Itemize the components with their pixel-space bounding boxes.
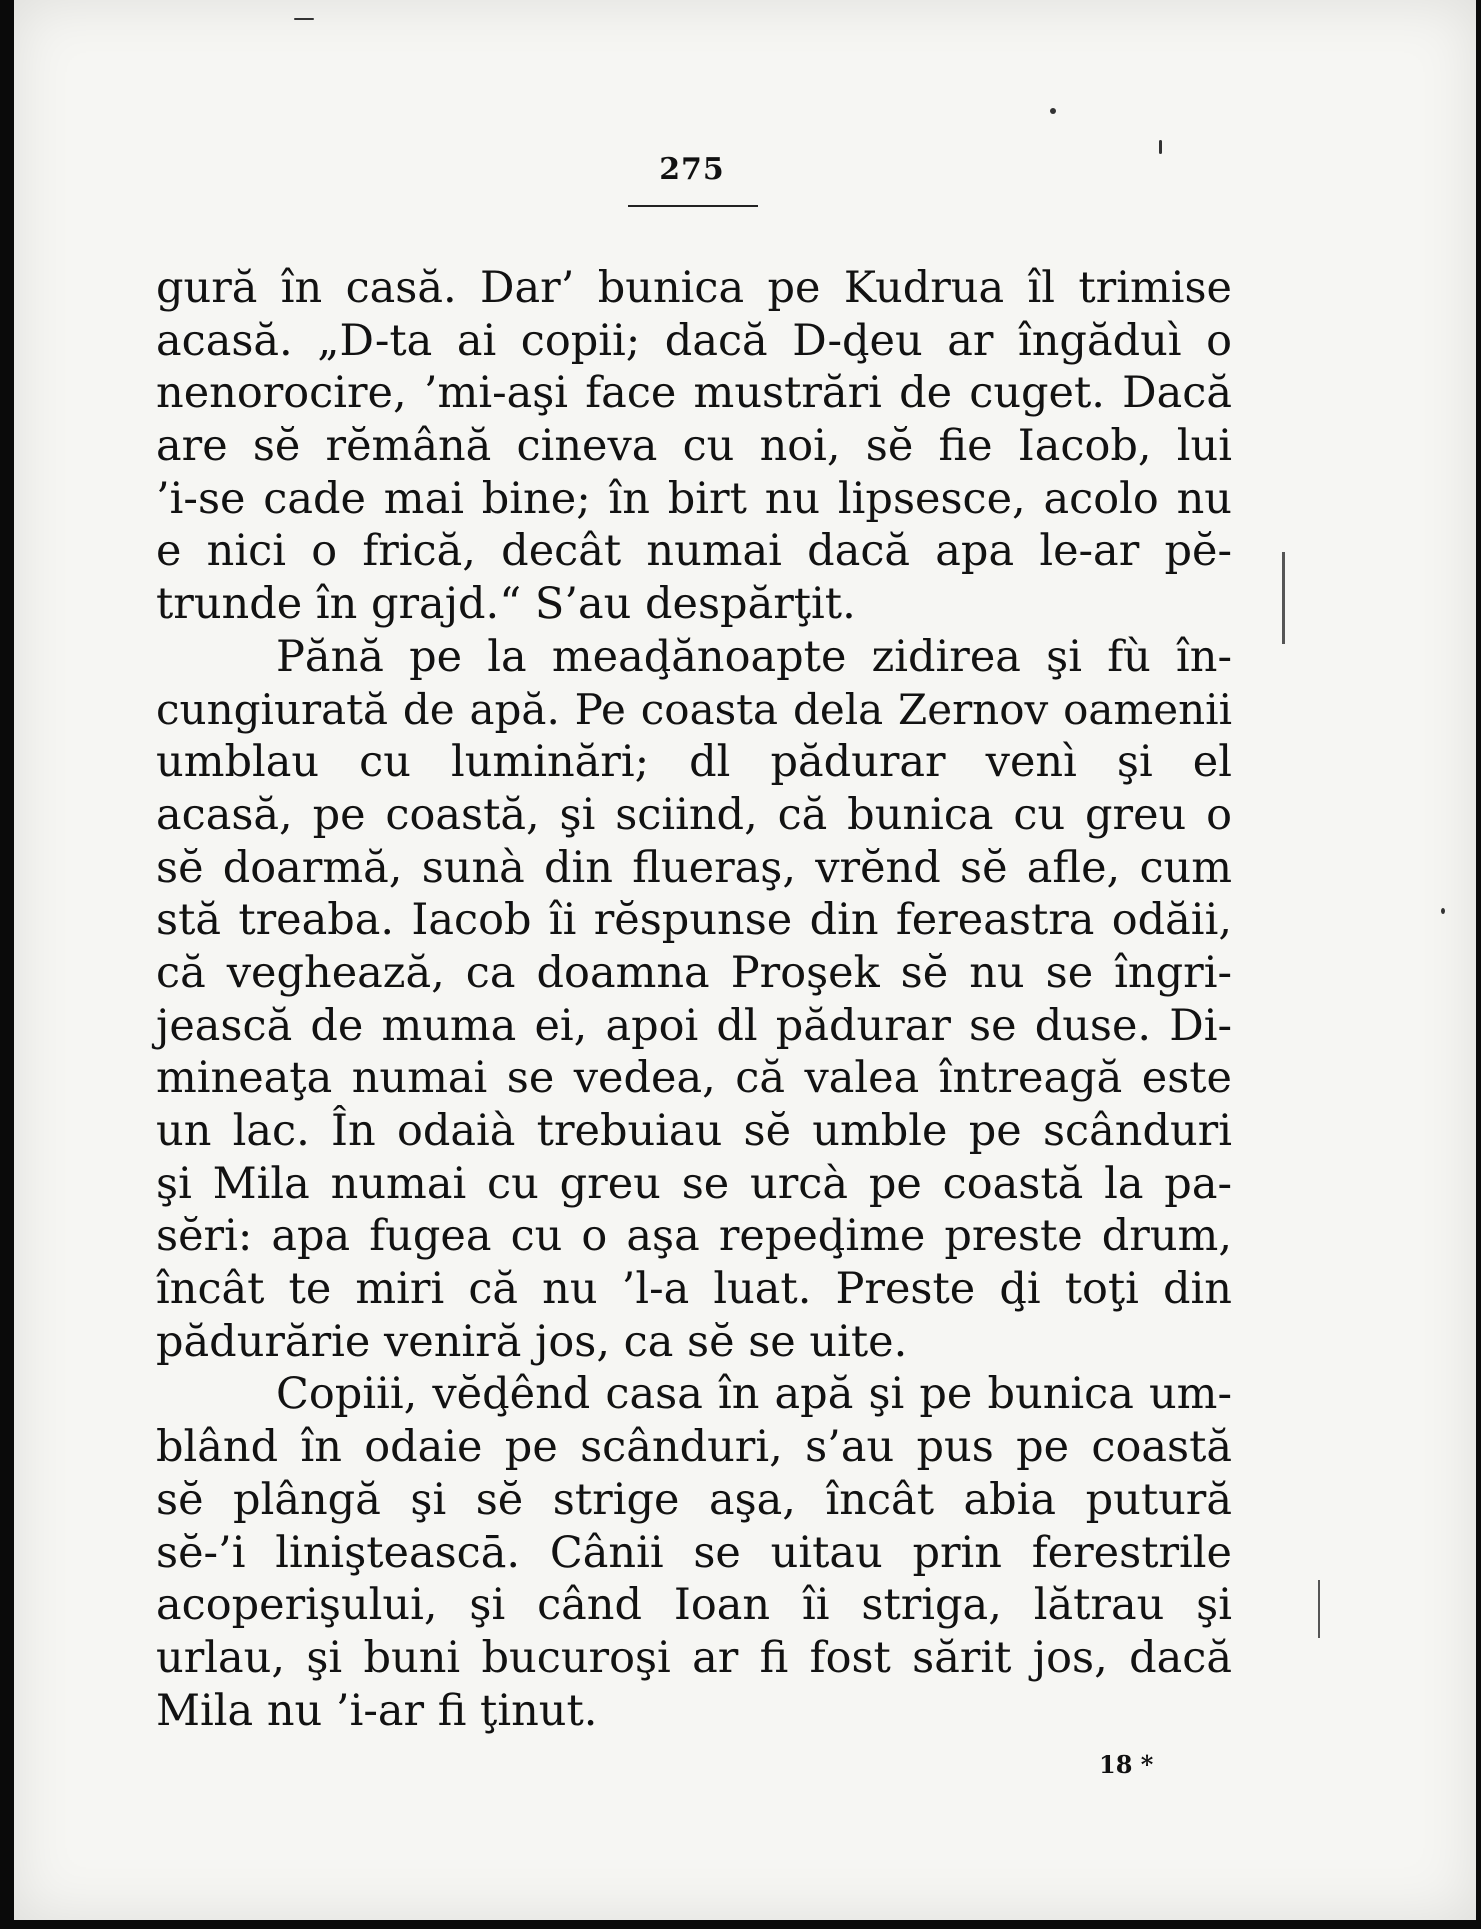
scan-speck: [1050, 108, 1056, 114]
text-line: încât te miri că nu ’l-a luat. Preste ḑi toţi din: [156, 1264, 1232, 1315]
scan-speck: [294, 18, 314, 20]
text-line: mineaţa numai se vedea, că valea întreagă este: [156, 1053, 1232, 1104]
book-page: [14, 0, 1476, 1920]
text-line: jească de muma ei, apoi dl pădurar se duse. Di-: [156, 1000, 1232, 1051]
text-line: Mila nu ’i-ar fi ţinut.: [156, 1685, 598, 1736]
text-line: e nici o frică, decât numai dacă apa le-ar pĕ-: [156, 526, 1232, 577]
body-text: [156, 262, 1232, 1737]
scan-speck: [1441, 908, 1445, 914]
text-line: urlau, şi buni bucuroşi ar fi fost sărit jos, dacă: [156, 1632, 1232, 1683]
text-line: sĕ-’i linişteascā. Cânii se uitau prin ferestrile: [156, 1527, 1232, 1578]
text-line: gură în casă. Dar’ bunica pe Kudrua îl trimise: [156, 263, 1232, 313]
text-line: Copiii, vĕḑênd casa în apă şi pe bunica um-: [276, 1369, 1232, 1420]
text-line: acasă. „D-ta ai copii; dacă D-ḑeu ar îngăduì o: [156, 315, 1232, 366]
page-number-rule: [628, 205, 758, 207]
text-line: acoperişului, şi când Ioan îi striga, lătrau şi: [156, 1580, 1232, 1631]
text-line: umblau cu luminări; dl pădurar venì şi el: [156, 737, 1232, 788]
text-line: Pănă pe la meaḑănoapte zidirea şi fù în-: [276, 631, 1232, 682]
scan-edge-mark: [1318, 1580, 1320, 1638]
text-line: sĕ doarmă, sunà din flueraş, vrĕnd sĕ afle, cum: [156, 842, 1232, 893]
text-line: are sĕ rĕmână cineva cu noi, sĕ fie Iacob, lui: [156, 421, 1232, 472]
text-line: că veghează, ca doamna Proşek sĕ nu se îngri-: [156, 947, 1232, 998]
text-line: sĕ plângă şi sĕ strige aşa, încât abia putură: [156, 1474, 1232, 1525]
text-line: ’i-se cade mai bine; în birt nu lipsesce, acolo nu: [156, 473, 1232, 524]
printer-signature-mark: 18 *: [1099, 1750, 1154, 1779]
text-line: un lac. În odaià trebuiau sĕ umble pe scânduri: [156, 1106, 1232, 1156]
scan-edge-mark: [1282, 552, 1285, 644]
text-line: acasă, pe coastă, şi sciind, că bunica cu greu o: [156, 789, 1232, 840]
text-line: cungiurată de apă. Pe coasta dela Zernov oamenii: [156, 684, 1232, 734]
page-number: 275: [659, 152, 725, 187]
text-line: sĕri: apa fugea cu o aşa repeḑime preste drum,: [156, 1211, 1232, 1262]
text-line: nenorocire, ’mi-aşi face mustrări de cuget. Dacă: [156, 368, 1232, 419]
text-line: trunde în grajd.“ S’au despărţit.: [156, 579, 856, 630]
text-line: pădurărie veniră jos, ca sĕ se uite.: [156, 1316, 908, 1367]
scan-bottom-border: [0, 1920, 1481, 1929]
text-line: blând în odaie pe scânduri, s’au pus pe coastă: [156, 1422, 1232, 1473]
text-line: şi Mila numai cu greu se urcà pe coastă la pa-: [156, 1158, 1232, 1209]
scan-speck: [1159, 140, 1162, 154]
text-line: stă treaba. Iacob îi rĕspunse din fereastra odăii,: [156, 895, 1232, 946]
